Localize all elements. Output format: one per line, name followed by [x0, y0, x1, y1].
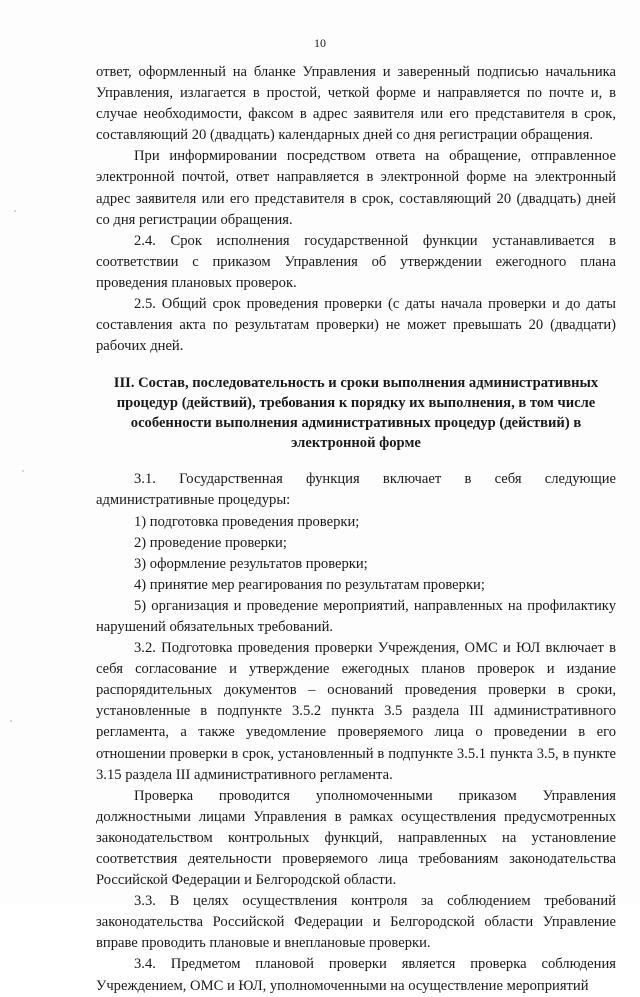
document-body — [96, 62, 616, 997]
paragraph-email-response: При информировании посредством ответа на обращение, отправленное электронной почтой, ответ направляется в электронной форме на электронный адрес заявителя или его представителя в срок, составляющий 20 (двадцать) дней со дня регистрации обращения. — [96, 148, 616, 228]
scan-speck — [10, 720, 12, 722]
page-number: 10 — [314, 36, 326, 50]
paragraph-2-5: 2.5. Общий срок проведения проверки (с даты начала проверки и до даты составления акта по результатам проверки) не может превышать 20 (двадцати) рабочих дней. — [96, 296, 616, 355]
paragraph-3-2: 3.2. Подготовка проведения проверки Учреждения, ОМС и ЮЛ включает в себя согласование и утверждение ежегодных планов проверок и издание распорядительных документов – оснований проведения проверки в сроки, установленные в подпункте 3.5.2 пункта 3.5 раздела III административного регламента, а также уведомление проверяемого лица о проведении в его отношении проверки в срок, установленный в подпункте 3.5.1 пункта 3.5, в пункте 3.15 раздела III административного регламента. — [96, 640, 616, 783]
list-item: 4) принятие мер реагирования по результатам проверки; — [134, 576, 485, 593]
section-heading-iii: III. Состав, последовательность и сроки выполнения административных процедур (действий), требования к порядку их выполнения, в том числе особенности выполнения административных процедур (действий) в электронной форме — [113, 375, 599, 452]
scan-speck — [14, 210, 16, 212]
list-item: 5) организация и проведение мероприятий, направленных на профилактику нарушений обязательных требований. — [96, 597, 616, 635]
procedures-list — [96, 512, 616, 639]
paragraph-2-4: 2.4. Срок исполнения государственной функции устанавливается в соответствии с приказом Управления об утверждении ежегодного плана проведения плановых проверок. — [96, 232, 616, 291]
paragraph-3-4: 3.4. Предметом плановой проверки является проверка соблюдения Учреждением, ОМС и ЮЛ, уполномоченными на осуществление мероприятий — [96, 956, 616, 994]
paragraph-response-form: ответ, оформленный на бланке Управления и заверенный подписью начальника Управления, излагается в простой, четкой форме и направляется по почте и, в случае необходимости, факсом в адрес заявителя или его представителя в срок, составляющий 20 (двадцать) календарных дней со дня регистрации обращения. — [96, 64, 616, 144]
paragraph-3-3: 3.3. В целях осуществления контроля за соблюдением требований законодательства Российской Федерации и Белгородской области Управление вправе проводить плановые и внеплановые проверки. — [96, 893, 616, 952]
list-item: 3) оформление результатов проверки; — [134, 555, 368, 572]
paragraph-inspection-conducted: Проверка проводится уполномоченными приказом Управления должностными лицами Управления в рамках осуществления предусмотренных законодательством контрольных функций, направленных на установление соответствия деятельности проверяемого лица требованиям законодательства Российской Федерации и Белгородской области. — [96, 787, 616, 889]
list-item: 1) подготовка проведения проверки; — [134, 513, 360, 530]
list-item: 2) проведение проверки; — [134, 534, 287, 551]
scan-speck — [22, 470, 24, 472]
paragraph-3-1: 3.1. Государственная функция включает в себя следующие административные процедуры: — [96, 471, 616, 509]
